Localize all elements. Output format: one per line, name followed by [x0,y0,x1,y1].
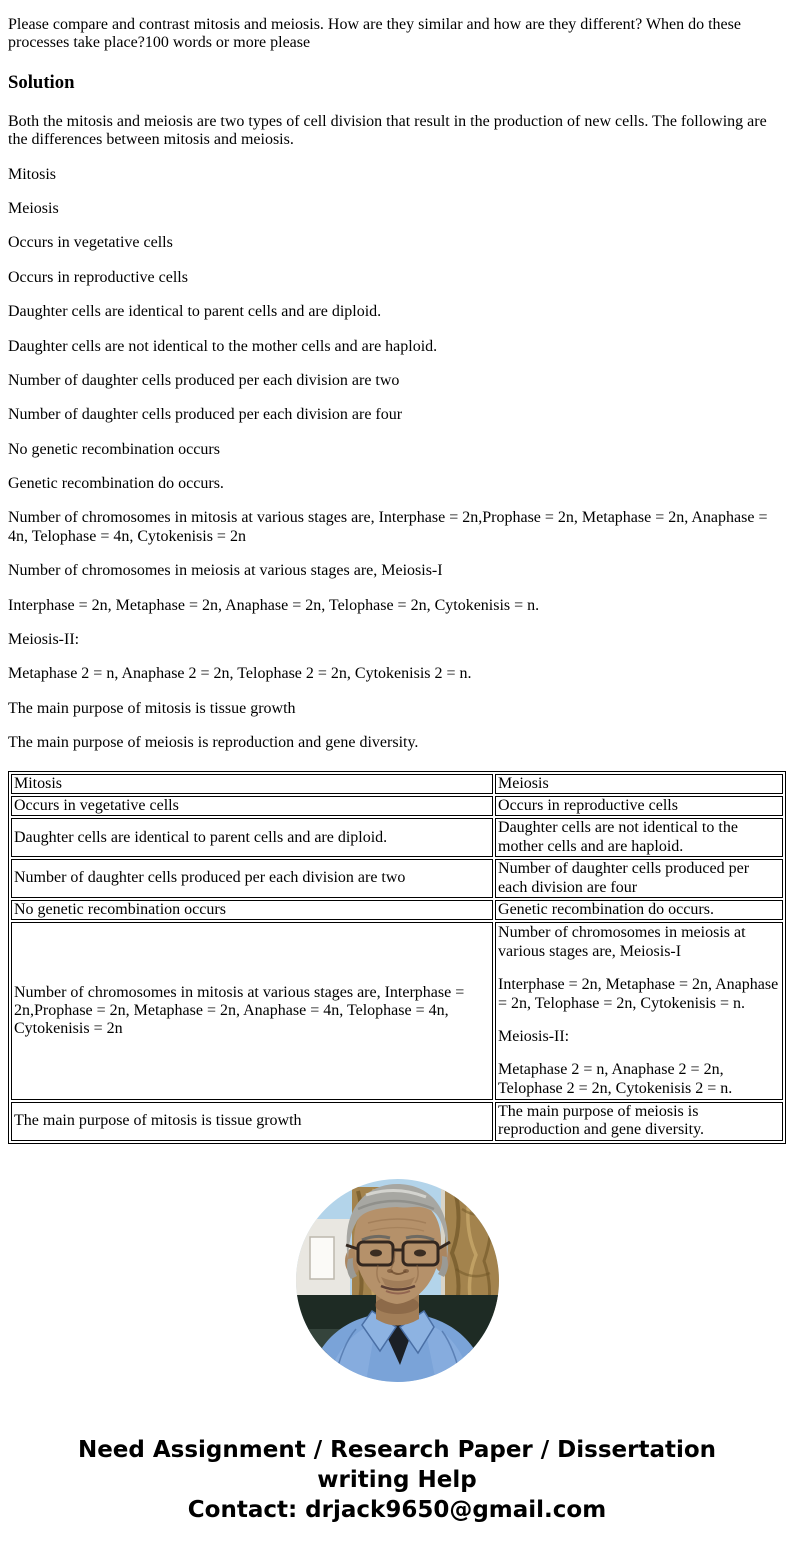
document-page [8,16,786,1525]
question-text: Please compare and contrast mitosis and meiosis. How are they similar and how are they different? When do these processes take place?100 words or more please [8,16,741,52]
mitosis-cell: Daughter cells are identical to parent cells and are diploid. [11,818,493,857]
meiosis-cell: Number of daughter cells produced per each division are four [495,859,783,898]
table-row [11,818,783,857]
table-header-row [11,774,783,794]
paragraph: The main purpose of mitosis is tissue growth [8,699,296,717]
mitosis-cell: The main purpose of mitosis is tissue growth [11,1102,493,1141]
paragraph: Occurs in vegetative cells [8,234,173,252]
meiosis-stage-paragraph: Meiosis-II: [498,1027,570,1045]
footer-help-line2: writing Help [317,1466,477,1493]
paragraph: Daughter cells are not identical to the mother cells and are haploid. [8,337,438,355]
paragraph: Metaphase 2 = n, Anaphase 2 = 2n, Telophase 2 = 2n, Cytokenisis 2 = n. [8,665,472,683]
paragraph: No genetic recombination occurs [8,440,220,458]
table-header-mitosis: Mitosis [11,774,493,794]
paragraph: The main purpose of meiosis is reproduction and gene diversity. [8,734,419,752]
meiosis-stage-paragraph: Metaphase 2 = n, Anaphase 2 = 2n, Telophase 2 = 2n, Cytokenisis 2 = n. [498,1061,733,1097]
tutor-photo [8,1179,786,1387]
meiosis-stage-paragraph: Interphase = 2n, Metaphase = 2n, Anaphase = 2n, Telophase = 2n, Cytokenisis = n. [498,976,779,1012]
meiosis-cell: The main purpose of meiosis is reproduction and gene diversity. [495,1102,783,1141]
paragraph: Daughter cells are identical to parent cells and are diploid. [8,303,382,321]
table-header-meiosis: Meiosis [495,774,783,794]
table-row [11,900,783,920]
paragraph: Interphase = 2n, Metaphase = 2n, Anaphase = 2n, Telophase = 2n, Cytokenisis = n. [8,596,540,614]
mitosis-cell: Occurs in vegetative cells [11,796,493,816]
solution-heading: Solution [8,71,75,93]
paragraph: Number of chromosomes in mitosis at various stages are, Interphase = 2n,Prophase = 2n, Metaphase = 2n, Anaphase = 4n, Telophase = 4n, Cytokenisis = 2n [8,509,768,545]
portrait-photo [296,1179,499,1382]
meiosis-cell: Daughter cells are not identical to the mother cells and are haploid. [495,818,783,857]
paragraph-mitosis-label: Mitosis [8,165,57,183]
paragraph: Number of chromosomes in meiosis at various stages are, Meiosis-I [8,562,443,580]
table-row [11,796,783,816]
mitosis-cell: Number of daughter cells produced per each division are two [11,859,493,898]
footer-help-line1: Need Assignment / Research Paper / Dissertation [77,1436,717,1463]
paragraph: Occurs in reproductive cells [8,268,188,286]
paragraph-meiosis-label: Meiosis [8,199,59,217]
footer-contact-email: Contact: drjack9650@gmail.com [187,1496,607,1523]
table-row [11,859,783,898]
paragraph: Genetic recombination do occurs. [8,475,224,493]
table-row [11,1102,783,1141]
intro-paragraph: Both the mitosis and meiosis are two types of cell division that result in the production of new cells. The following are the differences between mitosis and meiosis. [8,112,767,149]
paragraph: Number of daughter cells produced per each division are four [8,406,403,424]
comparison-table [8,771,786,1144]
footer-banner [8,1435,786,1525]
meiosis-chromosomes-cell [495,922,783,1100]
paragraph: Meiosis-II: [8,631,80,649]
meiosis-cell: Occurs in reproductive cells [495,796,783,816]
mitosis-cell: No genetic recombination occurs [11,900,493,920]
table-row-chromosomes [11,922,783,1100]
mitosis-chromosomes-cell: Number of chromosomes in mitosis at various stages are, Interphase = 2n,Prophase = 2n, Metaphase = 2n, Anaphase = 4n, Telophase = 4n, Cytokenisis = 2n [11,922,493,1100]
meiosis-stage-paragraph: Number of chromosomes in meiosis at various stages are, Meiosis-I [498,924,746,960]
meiosis-cell: Genetic recombination do occurs. [495,900,783,920]
paragraph: Number of daughter cells produced per each division are two [8,371,400,389]
